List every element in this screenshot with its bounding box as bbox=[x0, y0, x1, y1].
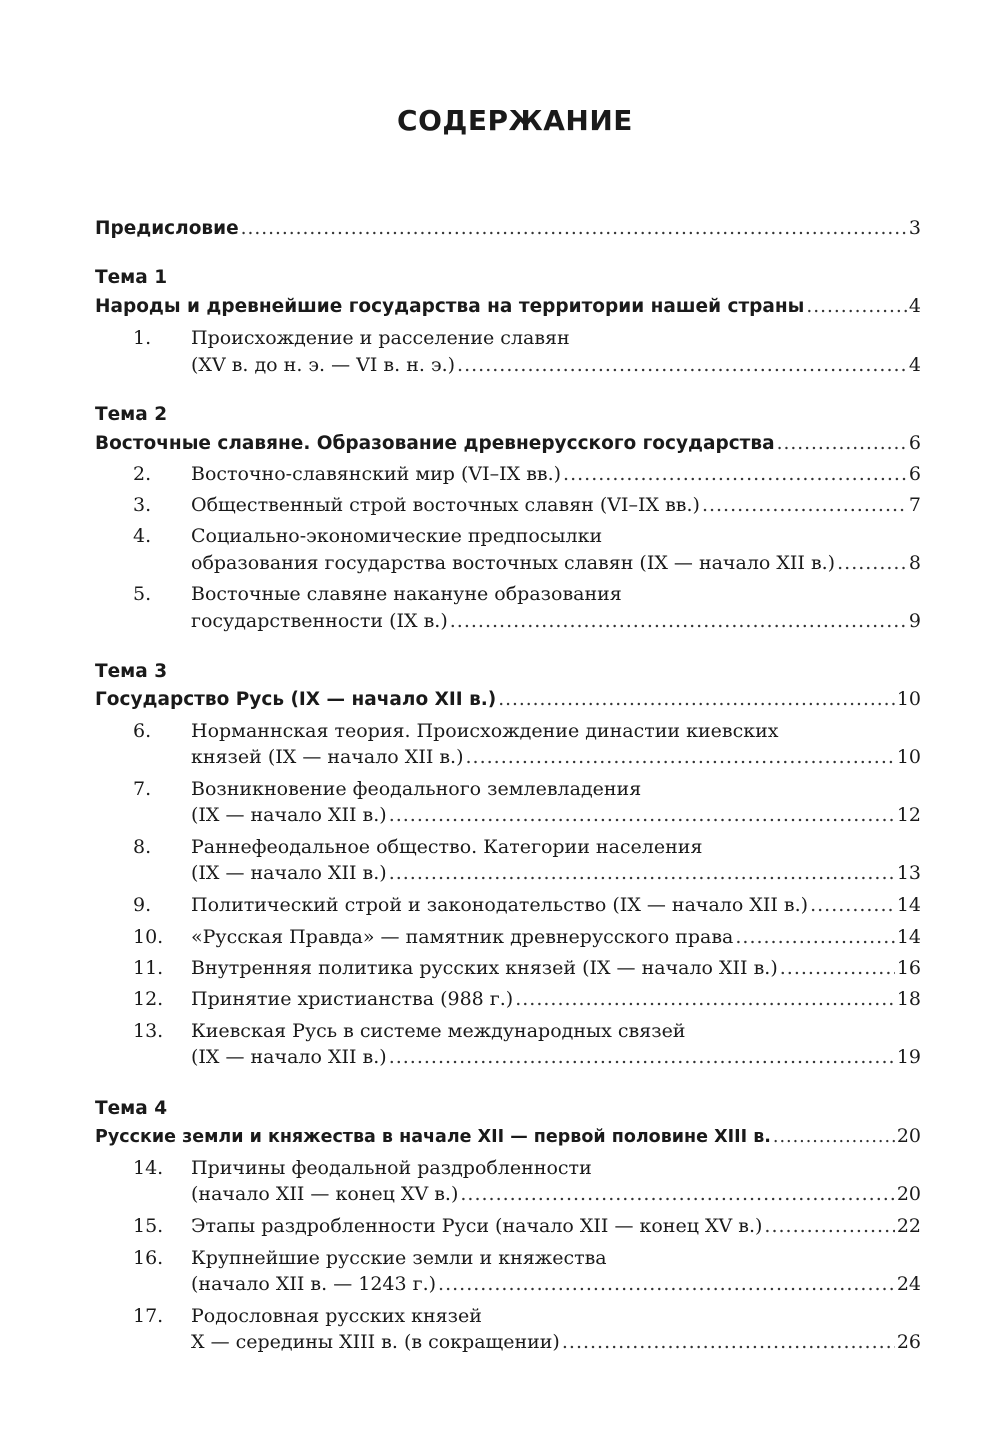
toc-entry-title: Общественный строй восточных славян (VI–IX вв.) bbox=[191, 494, 700, 516]
toc-entry-number: 12. bbox=[133, 988, 164, 1010]
toc-entry[interactable] bbox=[133, 1303, 921, 1329]
toc-entry-title: X — середины XIII в. (в сокращении) bbox=[191, 1331, 560, 1353]
toc-entry-title: Политический строй и законодательство (IX — начало XII в.) bbox=[191, 894, 809, 916]
toc-page-number: 4 bbox=[908, 295, 921, 317]
toc-entry[interactable] bbox=[133, 325, 921, 351]
toc-entry-number: 11. bbox=[133, 957, 164, 979]
toc-page-number: 8 bbox=[908, 552, 921, 574]
toc-page-number: 6 bbox=[908, 463, 921, 485]
toc-entry[interactable] bbox=[133, 1018, 921, 1044]
toc-entry-title: Происхождение и расселение славян bbox=[191, 327, 570, 349]
toc-entry[interactable] bbox=[133, 892, 921, 918]
toc-entry-preface[interactable] bbox=[95, 215, 921, 241]
toc-entry-topic[interactable] bbox=[95, 293, 921, 319]
toc-entry[interactable] bbox=[133, 523, 921, 549]
toc-entry-continuation[interactable] bbox=[133, 1044, 921, 1070]
toc-entry[interactable] bbox=[133, 1213, 921, 1239]
leader-dots bbox=[777, 431, 907, 457]
toc-page-number: 20 bbox=[896, 1125, 921, 1147]
leader-dots bbox=[773, 1124, 895, 1150]
leader-dots bbox=[389, 860, 895, 886]
leader-dots bbox=[389, 802, 895, 828]
toc-entry-title: (XV в. до н. э. — VI в. н. э.) bbox=[191, 354, 456, 376]
leader-dots bbox=[702, 492, 907, 518]
toc-entry-continuation[interactable] bbox=[133, 1329, 921, 1355]
leader-dots bbox=[735, 924, 894, 950]
toc-entry-continuation[interactable] bbox=[133, 860, 921, 886]
toc-entry-title: Крупнейшие русские земли и княжества bbox=[191, 1247, 607, 1269]
toc-entry-title: (начало XII в. — 1243 г.) bbox=[191, 1273, 437, 1295]
toc-entry-title: Восточные славяне накануне образования bbox=[191, 583, 622, 605]
toc-entry[interactable] bbox=[133, 1155, 921, 1181]
toc-page-number: 9 bbox=[908, 610, 921, 632]
leader-dots bbox=[457, 352, 907, 378]
toc-page-number: 26 bbox=[896, 1331, 921, 1353]
toc-page-number: 16 bbox=[896, 957, 921, 979]
toc-entry-title: Киевская Русь в системе международных связей bbox=[191, 1020, 686, 1042]
toc-entry-title: образования государства восточных славян (IX — начало XII в.) bbox=[191, 552, 836, 574]
toc-entry[interactable] bbox=[133, 834, 921, 860]
toc-entry-continuation[interactable] bbox=[133, 608, 921, 634]
toc-page-number: 10 bbox=[896, 688, 921, 710]
toc-entry[interactable] bbox=[133, 492, 921, 518]
toc-page-number: 18 bbox=[896, 988, 921, 1010]
toc-entry-number: 7. bbox=[133, 778, 152, 800]
toc-entry-continuation[interactable] bbox=[133, 550, 921, 576]
toc-entry[interactable] bbox=[133, 461, 921, 487]
leader-dots bbox=[780, 955, 895, 981]
toc-entry-number: 6. bbox=[133, 720, 152, 742]
toc-entry-title: Предисловие bbox=[95, 218, 239, 239]
toc-entry-continuation[interactable] bbox=[133, 1271, 921, 1297]
toc-entry-number: 13. bbox=[133, 1020, 164, 1042]
leader-dots bbox=[764, 1213, 894, 1239]
toc-entry-title: Принятие христианства (988 г.) bbox=[191, 988, 514, 1010]
toc-entry[interactable] bbox=[133, 955, 921, 981]
leader-dots bbox=[498, 687, 895, 713]
topic-label: Тема 2 bbox=[95, 404, 168, 425]
topic-label: Тема 4 bbox=[95, 1098, 168, 1119]
toc-entry-title: государственности (IX в.) bbox=[191, 610, 448, 632]
toc-entry-title: Этапы раздробленности Руси (начало XII — конец XV в.) bbox=[191, 1215, 763, 1237]
toc-entry-number: 3. bbox=[133, 494, 152, 516]
leader-dots bbox=[450, 608, 907, 634]
toc-entry-continuation[interactable] bbox=[133, 802, 921, 828]
toc-page-number: 13 bbox=[896, 862, 921, 884]
toc-entry[interactable] bbox=[133, 581, 921, 607]
leader-dots bbox=[241, 216, 907, 242]
leader-dots bbox=[806, 294, 907, 320]
topic-label: Тема 1 bbox=[95, 267, 168, 288]
toc-page-number: 14 bbox=[896, 926, 921, 948]
toc-entry-number: 8. bbox=[133, 836, 152, 858]
toc-entry-continuation[interactable] bbox=[133, 1181, 921, 1207]
toc-page-number: 20 bbox=[896, 1183, 921, 1205]
toc-entry-number: 10. bbox=[133, 926, 164, 948]
toc-page-number: 12 bbox=[896, 804, 921, 826]
toc-entry[interactable] bbox=[133, 986, 921, 1012]
toc-entry-title: Родословная русских князей bbox=[191, 1305, 482, 1327]
toc-entry-title: (IX — начало XII в.) bbox=[191, 804, 387, 826]
toc-entry-number: 5. bbox=[133, 583, 152, 605]
toc-entry-topic[interactable] bbox=[95, 430, 921, 456]
toc-entry-number: 4. bbox=[133, 525, 152, 547]
toc-entry[interactable] bbox=[133, 924, 921, 950]
page-title: СОДЕРЖАНИЕ bbox=[397, 104, 633, 137]
toc-entry-title: «Русская Правда» — памятник древнерусского права bbox=[191, 926, 734, 948]
toc-entry-title: (IX — начало XII в.) bbox=[191, 1046, 387, 1068]
leader-dots bbox=[563, 461, 907, 487]
toc-entry-number: 15. bbox=[133, 1215, 164, 1237]
toc-entry-topic[interactable] bbox=[95, 1123, 921, 1149]
toc-entry-title: Раннефеодальное общество. Категории населения bbox=[191, 836, 703, 858]
toc-page-number: 14 bbox=[896, 894, 921, 916]
toc-entry[interactable] bbox=[133, 776, 921, 802]
toc-entry-number: 17. bbox=[133, 1305, 164, 1327]
toc-entry[interactable] bbox=[133, 718, 921, 744]
toc-entry-title: Возникновение феодального землевладения bbox=[191, 778, 642, 800]
toc-entry-continuation[interactable] bbox=[133, 352, 921, 378]
toc-page-number: 4 bbox=[908, 354, 921, 376]
toc-entry-number: 9. bbox=[133, 894, 152, 916]
leader-dots bbox=[837, 550, 907, 576]
toc-entry-title: Народы и древнейшие государства на территории нашей страны bbox=[95, 296, 805, 317]
toc-entry-title: князей (IX — начало XII в.) bbox=[191, 746, 464, 768]
toc-entry-title: Норманнская теория. Происхождение династии киевских bbox=[191, 720, 779, 742]
toc-entry-number: 14. bbox=[133, 1157, 164, 1179]
topic-label: Тема 3 bbox=[95, 661, 168, 682]
toc-entry-topic[interactable] bbox=[95, 686, 921, 712]
toc-page-number: 24 bbox=[896, 1273, 921, 1295]
toc-entry-title: Социально-экономические предпосылки bbox=[191, 525, 603, 547]
toc-entry-continuation[interactable] bbox=[133, 744, 921, 770]
toc-entry-title: Русские земли и княжества в начале XII — первой половине XIII в. bbox=[95, 1127, 771, 1147]
toc-page-number: 6 bbox=[908, 432, 921, 454]
toc-entry-title: Восточно-славянский мир (VI–IX вв.) bbox=[191, 463, 562, 485]
toc-entry-title: (начало XII — конец XV в.) bbox=[191, 1183, 459, 1205]
toc-page-number: 19 bbox=[896, 1046, 921, 1068]
leader-dots bbox=[562, 1329, 895, 1355]
toc-entry-number: 2. bbox=[133, 463, 152, 485]
leader-dots bbox=[438, 1271, 895, 1297]
toc-entry-title: Причины феодальной раздробленности bbox=[191, 1157, 592, 1179]
toc-entry-number: 16. bbox=[133, 1247, 164, 1269]
leader-dots bbox=[810, 892, 895, 918]
toc-entry-number: 1. bbox=[133, 327, 152, 349]
leader-dots bbox=[389, 1044, 895, 1070]
toc-entry-title: Восточные славяне. Образование древнерусского государства bbox=[95, 433, 775, 454]
toc-page-number: 22 bbox=[896, 1215, 921, 1237]
leader-dots bbox=[466, 744, 895, 770]
leader-dots bbox=[515, 986, 895, 1012]
toc-entry-title: Внутренняя политика русских князей (IX — начало XII в.) bbox=[191, 957, 778, 979]
toc-page-number: 3 bbox=[908, 217, 921, 239]
toc-page-number: 10 bbox=[896, 746, 921, 768]
leader-dots bbox=[460, 1181, 894, 1207]
toc-entry-title: (IX — начало XII в.) bbox=[191, 862, 387, 884]
toc-page-number: 7 bbox=[908, 494, 921, 516]
toc-entry[interactable] bbox=[133, 1245, 921, 1271]
toc-entry-title: Государство Русь (IX — начало XII в.) bbox=[95, 689, 497, 710]
